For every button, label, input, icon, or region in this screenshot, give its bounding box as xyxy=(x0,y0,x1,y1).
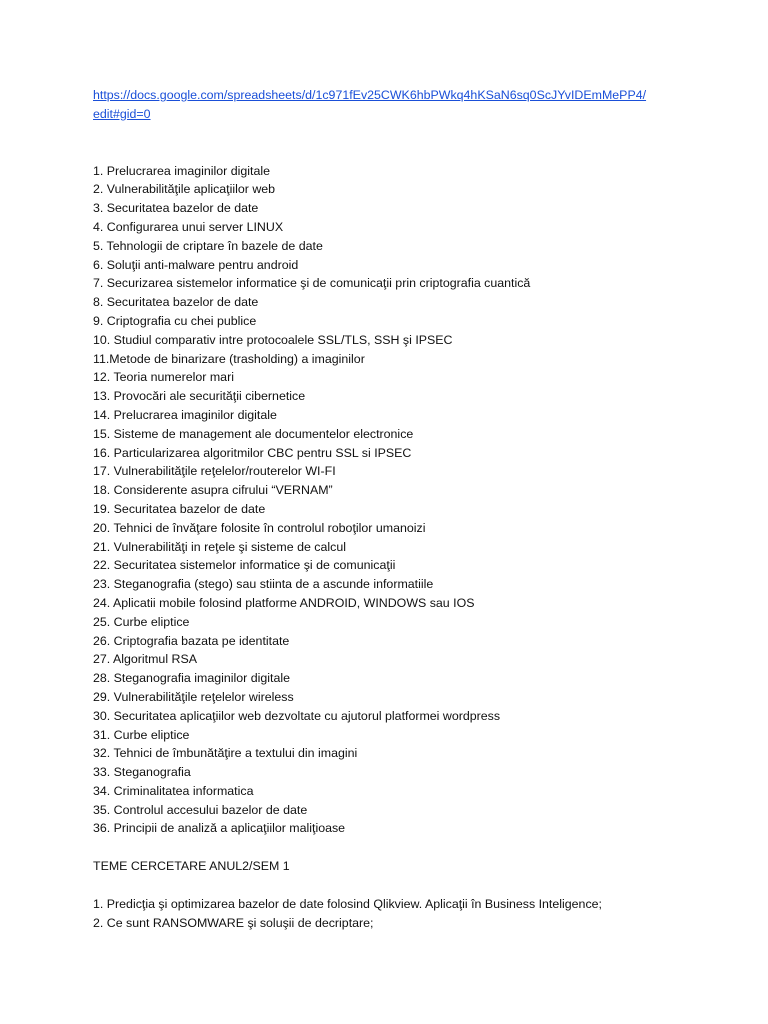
topic-item: 36. Principii de analiză a aplicaţiilor maliţioase xyxy=(93,821,346,836)
topic-item: 25. Curbe eliptice xyxy=(93,614,190,629)
topic-item: 9. Criptografia cu chei publice xyxy=(93,313,257,328)
topic-item: 12. Teoria numerelor mari xyxy=(93,370,234,385)
research-topic-item: 2. Ce sunt RANSOMWARE şi soluşii de decriptare; xyxy=(93,915,374,930)
topic-item: 32. Tehnici de îmbunătăţire a textului din imagini xyxy=(93,746,358,761)
spacer xyxy=(93,876,713,895)
topic-item: 14. Prelucrarea imaginilor digitale xyxy=(93,407,277,422)
topic-item: 13. Provocări ale securităţii cibernetice xyxy=(93,389,306,404)
section-heading: TEME CERCETARE ANUL2/SEM 1 xyxy=(93,859,290,874)
topic-item: 29. Vulnerabilităţile reţelelor wireless xyxy=(93,689,294,704)
topic-item: 8. Securitatea bazelor de date xyxy=(93,295,259,310)
topic-item: 27. Algoritmul RSA xyxy=(93,652,197,667)
topic-item: 18. Considerente asupra cifrului “VERNAM” xyxy=(93,483,333,498)
topic-item: 24. Aplicatii mobile folosind platforme ANDROID, WINDOWS sau IOS xyxy=(93,595,475,610)
topic-item: 30. Securitatea aplicaţiilor web dezvoltate cu ajutorul platformei wordpress xyxy=(93,708,501,723)
topic-item: 23. Steganografia (stego) sau stiinta de a ascunde informatiile xyxy=(93,577,434,592)
topic-item: 6. Soluţii anti-malware pentru android xyxy=(93,257,299,272)
topic-item: 11.Metode de binarizare (trasholding) a imaginilor xyxy=(93,351,365,366)
topic-item: 35. Controlul accesului bazelor de date xyxy=(93,802,308,817)
topic-item: 2. Vulnerabilităţile aplicaţiilor web xyxy=(93,182,276,197)
topic-item: 16. Particularizarea algoritmilor CBC pentru SSL si IPSEC xyxy=(93,445,412,460)
topic-item: 31. Curbe eliptice xyxy=(93,727,190,742)
topics-list xyxy=(93,162,713,839)
topic-item: 22. Securitatea sistemelor informatice şi de comunicaţii xyxy=(93,558,396,573)
topic-item: 10. Studiul comparativ intre protocoalele SSL/TLS, SSH şi IPSEC xyxy=(93,332,453,347)
topic-item: 34. Criminalitatea informatica xyxy=(93,783,254,798)
topic-item: 26. Criptografia bazata pe identitate xyxy=(93,633,290,648)
topic-item: 4. Configurarea unui server LINUX xyxy=(93,219,284,234)
topic-item: 1. Prelucrarea imaginilor digitale xyxy=(93,163,270,178)
topic-item: 21. Vulnerabilităţi in reţele şi sisteme de calcul xyxy=(93,539,346,554)
research-topics-list xyxy=(93,895,713,933)
topic-item: 17. Vulnerabilităţile reţelelor/routerelor WI-FI xyxy=(93,464,336,479)
topic-item: 3. Securitatea bazelor de date xyxy=(93,201,259,216)
topic-item: 19. Securitatea bazelor de date xyxy=(93,501,266,516)
spreadsheet-link[interactable] xyxy=(93,86,713,124)
document-page xyxy=(93,86,713,933)
topic-item: 28. Steganografia imaginilor digitale xyxy=(93,671,290,686)
topic-item: 20. Tehnici de învăţare folosite în controlul roboţilor umanoizi xyxy=(93,520,426,535)
topic-item: 33. Steganografia xyxy=(93,765,191,780)
topic-item: 15. Sisteme de management ale documentelor electronice xyxy=(93,426,414,441)
topic-item: 5. Tehnologii de criptare în bazele de date xyxy=(93,238,323,253)
research-topic-item: 1. Predicţia şi optimizarea bazelor de date folosind Qlikview. Aplicaţii în Business Inteligence; xyxy=(93,897,602,912)
spacer xyxy=(93,124,713,162)
spreadsheet-link-line2[interactable]: edit#gid=0 xyxy=(93,106,151,121)
spreadsheet-link-line1[interactable]: https://docs.google.com/spreadsheets/d/1c971fEv25CWK6hbPWkq4hKSaN6sq0ScJYvIDEmMePP4/ xyxy=(93,88,647,102)
topic-item: 7. Securizarea sistemelor informatice şi de comunicaţii prin criptografia cuantică xyxy=(93,276,531,291)
